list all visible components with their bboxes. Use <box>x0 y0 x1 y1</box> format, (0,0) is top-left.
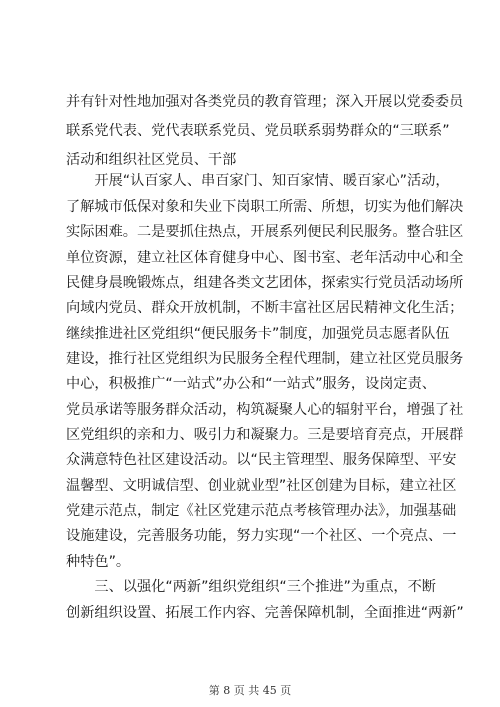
body-line-18: 设施建设，完善服务功能，努力实现“一个社区、一个亮点、一 <box>66 528 457 544</box>
body-line-14: 区党组织的亲和力、吸引力和凝聚力。三是要培育亮点，开展群 <box>66 427 464 443</box>
body-line-4: 开展“认百家人、串百家门、知百家情、暖百家心”活动， <box>66 173 450 189</box>
body-line-8: 民健身晨晚锻炼点，组建各类文艺团体，探索实行党员活动场所 <box>66 275 464 291</box>
body-line-17: 党建示范点，制定《社区党建示范点考核管理办法》，加强基础 <box>66 503 457 519</box>
body-line-1: 并有针对性地加强对各类党员的教育管理；深入开展以党委委员 <box>66 94 464 110</box>
body-line-3: 活动和组织社区党员、干部 <box>66 152 237 168</box>
body-line-20: 三、以强化“两新”组织党组织“三个推进”为重点，不断 <box>66 579 436 595</box>
body-line-13: 党员承诺等服务群众活动，构筑凝聚人心的辐射平台，增强了社 <box>66 402 464 418</box>
body-line-9: 向域内党员、群众开放机制，不断丰富社区居民精神文化生活； <box>66 300 464 316</box>
body-line-16: 温馨型、文明诚信型、创业就业型”社区创建为目标，建立社区 <box>66 478 457 494</box>
body-line-19: 种特色”。 <box>66 554 131 570</box>
body-line-12: 中心，积极推广“一站式”办公和“一站式”服务，设岗定责、 <box>66 376 436 392</box>
body-line-11: 建设，推行社区党组织为民服务全程代理制，建立社区党员服务 <box>66 351 464 367</box>
body-line-7: 单位资源，建立社区体育健身中心、图书室、老年活动中心和全 <box>66 250 464 266</box>
body-line-15: 众满意特色社区建设活动。以“民主管理型、服务保障型、平安 <box>66 452 457 468</box>
body-line-10: 继续推进社区党组织“便民服务卡”制度，加强党员志愿者队伍 <box>66 326 450 342</box>
body-line-5: 了解城市低保对象和失业下岗职工所需、所想，切实为他们解决 <box>66 199 464 215</box>
page-footer: 第 8 页 共 45 页 <box>208 684 292 697</box>
body-line-2: 联系党代表、党代表联系党员、党员联系弱势群众的“三联系” <box>66 123 450 139</box>
body-line-6: 实际困难。二是要抓住热点，开展系列便民利民服务。整合驻区 <box>66 224 464 240</box>
body-line-21: 创新组织设置、拓展工作内容、完善保障机制，全面推进“两新” <box>66 605 464 621</box>
